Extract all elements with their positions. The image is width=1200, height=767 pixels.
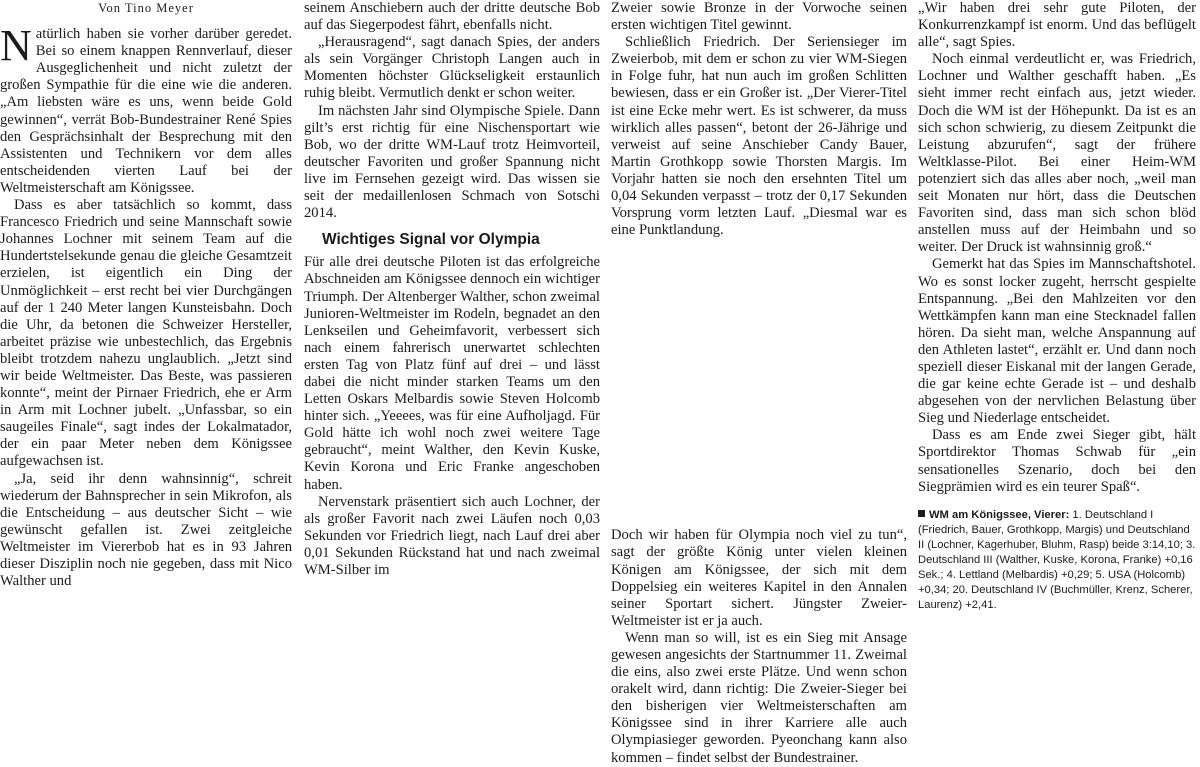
paragraph: Wenn man so will, ist es ein Sieg mit Ansage gewesen angesichts der Startnummer 11. Zweimal die eins, also zwei erste Plätze. Und wenn schon orakelt wird, dann richtig: Die Zweier-Sieger bei den bisherigen vier Weltmeisterschaften am Königssee sind in ihrer Karriere alle auch Olympiasieger geworden. Pyeonchang kann also kommen – findet selbst der Bundestrainer.	[611, 629, 907, 766]
square-bullet-icon	[918, 510, 925, 517]
paragraph: Doch wir haben für Olympia noch viel zu tun“, sagt der größte König unter vielen kleinen Königen am Königssee, der sich mit dem Doppelsieg ein weiteres Kapitel in den Annalen seiner Sportart sichert. Jüngster Zweier-Weltmeister ist er ja auch.	[611, 527, 907, 629]
empty-space	[611, 239, 907, 527]
paragraph: „Wir haben drei sehr gute Piloten, der Konkurrenzkampf ist enorm. Und das beflügelt alle“, sagt Spies.	[918, 0, 1196, 51]
paragraph: Für alle drei deutsche Piloten ist das erfolgreiche Abschneiden am Königssee dennoch ein wichtiger Triumph. Der Altenberger Walther, schon zweimal Junioren-Weltmeister im Rodeln, begnadet an den Lenkseilen und Geheimfavorit, verbessert sich nach einem fahrerisch unerwartet schlechten ersten Tag von Platz fünf auf drei – und lässt dabei die nicht minder starken Teams um den Letten Oskars Melbardis sowie Steven Holcomb hinter sich. „Yeeees, was für eine Aufholjagd. Für Gold hätte ich wohl noch zwei weitere Tage gebraucht“, meint Walther, den Kevin Kuske, Kevin Korona und Eric Franke angeschoben haben.	[304, 254, 600, 493]
lead-paragraph	[0, 21, 292, 197]
byline: Von Tino Meyer	[98, 1, 194, 15]
subheading: Wichtiges Signal vor Olympia	[322, 231, 540, 249]
paragraph: „Herausragend“, sagt danach Spies, der anders als sein Vorgänger Christoph Langen auch in Momenten höchster Glückseligkeit erstaunlich ruhig bleibt. Vermutlich denkt er schon weiter.	[304, 34, 600, 102]
results-text: 1. Deutschland I (Friedrich, Bauer, Grothkopp, Margis) und Deutschland II (Lochner, Kagerhuber, Bluhm, Rasp) beide 3:14,10; 3. Deutschland III (Walther, Kuske, Korona, Franke) +0,16 Sek.; 4. Lettland (Melbardis) +0,29; 5. USA (Holcomb) +0,34; 20. Deutschland IV (Buchmüller, Krenz, Scherer, Laurenz) +2,41.	[918, 508, 1196, 611]
column-1	[0, 0, 292, 610]
paragraph: Zweier sowie Bronze in der Vorwoche seinen ersten wichtigen Titel gewinnt.	[611, 0, 907, 34]
paragraph: Dass es aber tatsächlich so kommt, dass Francesco Friedrich und seine Mannschaft sowie Johannes Lochner mit seinem Team auf die Hundertstelsekunde genau die gleiche Gesamtzeit erzielen, ist eigentlich ein Ding der Unmöglichkeit – erst recht bei vier Durchgängen auf der 1 240 Meter langen Kunsteisbahn. Doch die Uhr, da betonen die Schweizer Hersteller, arbeitet präzise wie unbestechlich, das Ergebnis bleibt trotzdem nahezu unglaublich. „Jetzt sind wir beide Weltmeister. Das Beste, was passieren konnte“, meint der Pirnaer Friedrich, ehe er Arm in Arm mit Lochner jubelt. „Unfassbar, so ein saugeiles Finale“, sagt indes der Lokalmatador, der ein paar Meter neben dem Königssee aufgewachsen ist.	[0, 197, 292, 470]
results-box	[918, 508, 1196, 613]
paragraph: Dass es am Ende zwei Sieger gibt, hält Sportdirektor Thomas Schwab für „ein sensationelles Szenario, doch bei den Siegprämien wird es ein teurer Spaß“.	[918, 427, 1196, 495]
lead-text: atürlich haben sie vorher darüber geredet. Bei so einem knappen Rennverlauf, dieser Ausgeglichenheit und nicht zuletzt der großen Sympathie für die eine wie die anderen. „Am liebsten wäre es uns, wenn beide Gold gewinnen“, verrät Bob-Bundestrainer René Spies den Gesprächsinhalt der Besprechung mit den Assistenten und Technikern vor dem alles entscheidenden vierten Lauf bei der Weltmeisterschaft am Königssee.	[0, 26, 292, 196]
paragraph: Gemerkt hat das Spies im Mannschaftshotel. Wo es sonst locker zugeht, herrscht gespielte Entspannung. „Bei den Mahlzeiten vor den Wettkämpfen kann man eine Stecknadel fallen hören. Da sieht man, welche Anspannung auf den Athleten lastet“, erzählt er. Und dann noch speziell dieser Eiskanal mit der langen Gerade, die gar keine echte Gerade ist – und deshalb abgesehen von der nervlichen Belastung über Sieg und Niederlage entscheidet.	[918, 256, 1196, 427]
column-4	[918, 0, 1196, 610]
paragraph: „Ja, seid ihr denn wahnsinnig“, schreit wiederum der Bahnsprecher in sein Mikrofon, als die Entscheidung – aus deutscher Sicht – wie gewünscht gefallen ist. Zwei zeitgleiche Weltmeister im Viererbob hat es in 93 Jahren dieser Disziplin noch nie gegeben, dass mit Nico Walther und	[0, 470, 292, 590]
paragraph: Schließlich Friedrich. Der Seriensieger im Zweierbob, mit dem er schon zu vier WM-Siegen in Folge fuhr, hat nun auch im großen Schlitten bewiesen, dass er ein Großer ist. „Der Vierer-Titel ist eine Ecke mehr wert. Es ist schwerer, da muss wirklich alles passen“, betont der 26-Jährige und verweist auf seine Anschieber Candy Bauer, Martin Grothkopp sowie Thorsten Margis. Im Vorjahr hatten sie noch den ersehnten Titel um 0,04 Sekunden verpasst – trotz der 0,17 Sekunden Vorsprung vorm letzten Lauf. „Diesmal war es eine Punktlandung.	[611, 34, 907, 239]
column-3	[611, 0, 907, 766]
paragraph: Im nächsten Jahr sind Olympische Spiele. Dann gilt’s erst richtig für eine Nischensportart wie Bob, wo der dritte WM-Lauf trotz Heimvorteil, deutscher Favoriten und großer Spannung nicht live im Fernsehen gezeigt wird. Das wissen sie seit der medaillenlosen Schmach von Sotschi 2014.	[304, 102, 600, 222]
paragraph: Nervenstark präsentiert sich auch Lochner, der als großer Favorit nach zwei Läufen noch 0,03 Sekunden vor Friedrich liegt, nach Lauf drei aber 0,01 Sekunden Rückstand hat und nach zweimal WM-Silber im	[304, 493, 600, 578]
drop-cap: N	[0, 21, 32, 71]
column-2	[304, 0, 600, 610]
paragraph: Noch einmal verdeutlicht er, was Friedrich, Lochner und Walther geschafft haben. „Es sieht immer recht einfach aus, jetzt wieder. Doch die WM ist der Höhepunkt. Da ist es an sich schon schwierig, zu diesem Zeitpunkt die Leistung abzurufen“, sagt der frühere Weltklasse-Pilot. Bei einer Heim-WM potenziert sich das alles aber noch, „weil man seit Monaten nur hört, dass die Deutschen Favoriten sind, dass man sich schon blöd anstellen muss auf der Heimbahn und so weiter. Der Druck ist wahnsinnig groß.“	[918, 51, 1196, 256]
results-label: WM am Königssee, Vierer:	[929, 508, 1070, 521]
paragraph: seinem Anschiebern auch der dritte deutsche Bob auf das Siegerpodest fährt, ebenfalls nicht.	[304, 0, 600, 34]
